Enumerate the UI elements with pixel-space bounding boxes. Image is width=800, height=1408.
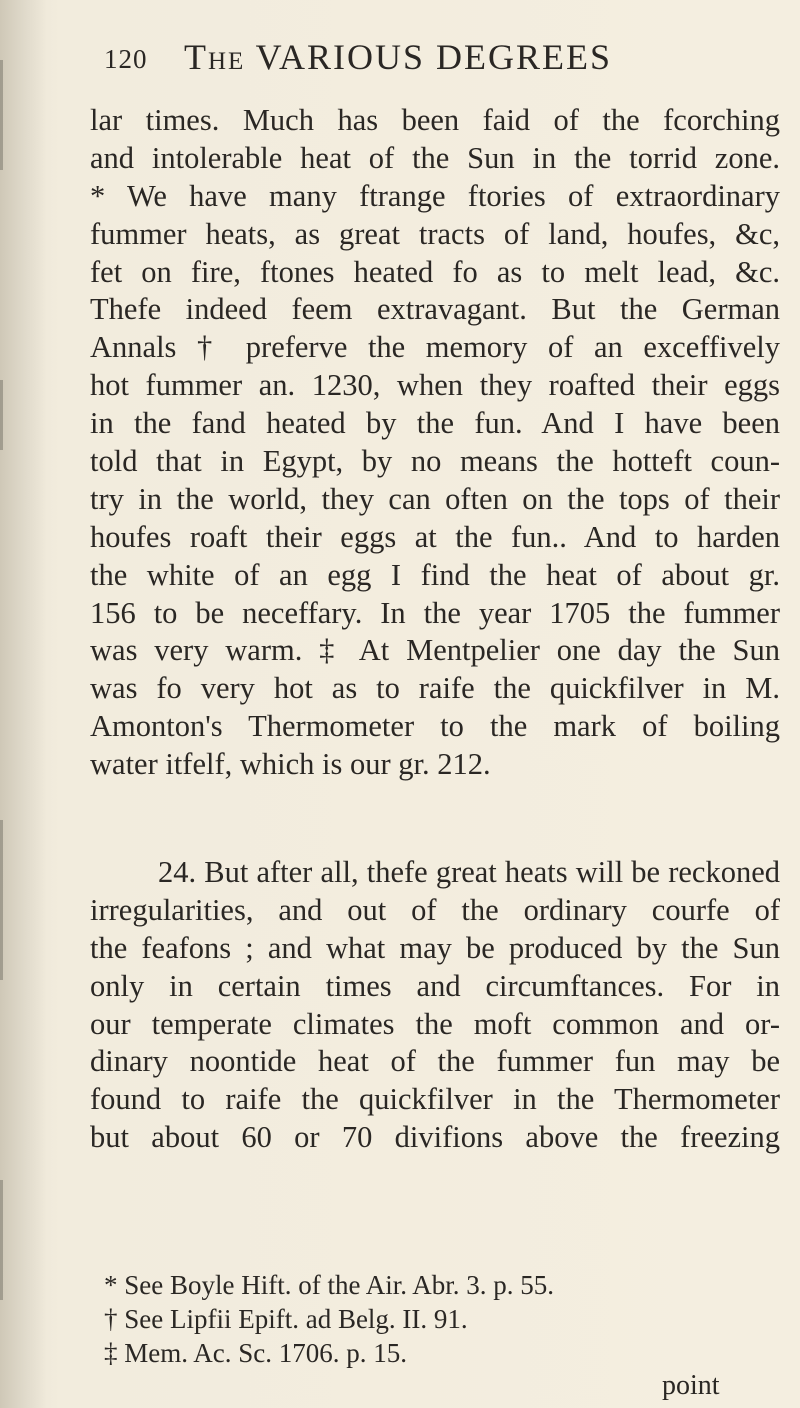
page-header	[104, 30, 784, 80]
text-line: lar times. Much has been faid of the fcorching	[90, 103, 780, 137]
catchword: point	[662, 1370, 720, 1401]
text-line: Annals † preferve the memory of an exceffively	[90, 330, 780, 365]
text-line-last: water itfelf, which is our gr. 212.	[90, 747, 491, 782]
text-line: the white of an egg I find the heat of about gr.	[90, 557, 780, 592]
text-line: but about 60 or 70 divifions above the freezing	[90, 1120, 780, 1155]
text-line: houfes roaft their eggs at the fun.. And to harden	[90, 519, 780, 554]
footnote: † See Lipfii Epift. ad Belg. II. 91.	[104, 1304, 468, 1334]
text-line: * We have many ftrange ftories of extraordinary	[90, 178, 780, 213]
paragraph-2	[90, 854, 780, 1157]
text-line: fummer heats, as great tracts of land, houfes, &c,	[90, 216, 780, 251]
page-number: 120	[104, 44, 148, 74]
footnote: * See Boyle Hift. of the Air. Abr. 3. p. 55.	[104, 1270, 554, 1300]
text-line: the feafons ; and what may be produced by the Sun	[90, 930, 780, 965]
footnote: ‡ Mem. Ac. Sc. 1706. p. 15.	[104, 1338, 407, 1368]
page-gutter	[0, 0, 46, 1408]
gutter-shadow	[0, 1180, 3, 1300]
text-line: dinary noontide heat of the fummer fun may be	[90, 1044, 780, 1079]
text-line: our temperate climates the moft common and or-	[90, 1006, 780, 1041]
text-line: fet on fire, ftones heated fo as to melt lead, &c.	[90, 254, 780, 289]
paragraph-1	[90, 102, 780, 784]
text-line: Thefe indeed feem extravagant. But the German	[90, 292, 780, 327]
text-line: 24. But after all, thefe great heats will be reckoned	[158, 855, 780, 889]
text-line: was fo very hot as to raife the quickfilver in M.	[90, 671, 780, 706]
text-line: hot fummer an. 1230, when they roafted their eggs	[90, 368, 780, 403]
text-line: only in certain times and circumftances. For in	[90, 968, 780, 1003]
text-line: found to raife the quickfilver in the Thermometer	[90, 1082, 780, 1117]
gutter-shadow	[0, 380, 3, 450]
text-line: was very warm. ‡ At Mentpelier one day the Sun	[90, 633, 780, 668]
footnotes	[104, 1268, 724, 1370]
text-line: 156 to be neceffary. In the year 1705 the fummer	[90, 595, 780, 630]
text-line: in the fand heated by the fun. And I have been	[90, 406, 780, 441]
text-line: told that in Egypt, by no means the hotteft coun-	[90, 444, 780, 479]
text-line: Amonton's Thermometer to the mark of boiling	[90, 709, 780, 744]
gutter-shadow	[0, 820, 3, 980]
text-line: and intolerable heat of the Sun in the torrid zone.	[90, 140, 780, 175]
text-line: try in the world, they can often on the tops of their	[90, 481, 780, 516]
text-line: irregularities, and out of the ordinary courfe of	[90, 892, 780, 927]
running-title: The VARIOUS DEGREES	[184, 37, 613, 77]
gutter-shadow	[0, 60, 3, 170]
